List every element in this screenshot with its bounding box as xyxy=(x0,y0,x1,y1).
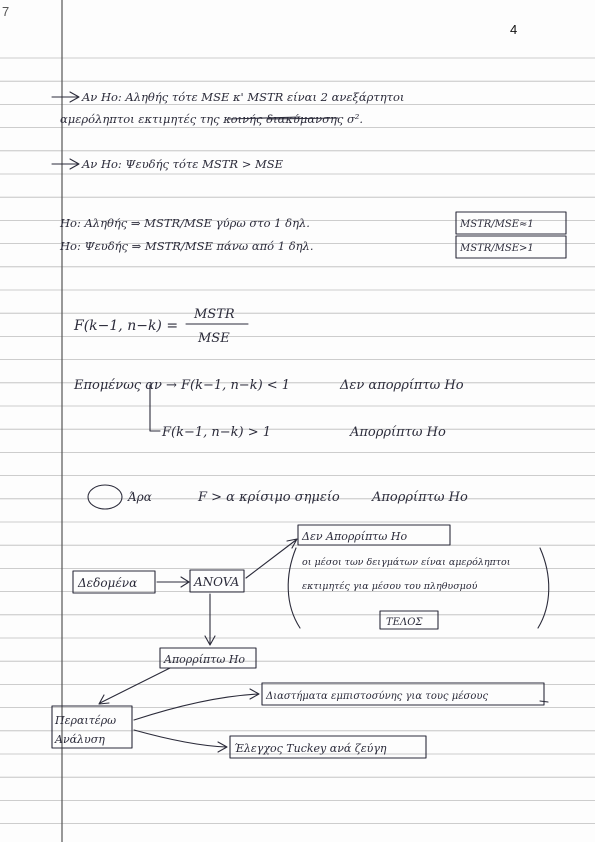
handwritten-text: MSTR xyxy=(194,307,235,322)
handwritten-text: Άρα xyxy=(128,490,152,504)
corner-mark: 7 xyxy=(2,4,10,19)
flow-arrows xyxy=(99,539,548,752)
handwritten-text: Διαστήματα εμπιστοσύνης για τους μέσους xyxy=(266,691,489,702)
handwritten-text: Δεν απορρίπτω Ho xyxy=(340,378,464,393)
handwritten-text: Δεδομένα xyxy=(78,576,138,590)
handwritten-text: F > α κρίσιμο σημείο xyxy=(198,490,340,505)
handwritten-text: Απορρίπτω Ho xyxy=(372,490,468,505)
handwritten-text: Επομένως αν → F(k−1, n−k) < 1 xyxy=(74,378,291,393)
handwritten-text: οι μέσοι των δειγμάτων είναι αμερόληπτοι xyxy=(302,557,511,568)
note-paren-right xyxy=(538,548,549,628)
handwritten-text: Αν Ηο: Αληθής τότε MSE κ' MSTR είναι 2 ανεξάρτητοι xyxy=(82,90,405,104)
handwritten-text: ANOVA xyxy=(194,575,240,589)
handwritten-text: αμερόληπτοι εκτιμητές της κοινής διακύμανσης σ². xyxy=(60,112,364,126)
handwritten-text: Έλεγχος Tuckey ανά ζεύγη xyxy=(234,742,387,755)
handwritten-text: Περαιτέρω xyxy=(55,714,117,727)
handwritten-text: MSTR/MSE≈1 xyxy=(460,219,534,230)
handwritten-text: Αν Ηο: Ψευδής τότε MSTR > MSE xyxy=(82,157,284,171)
handwritten-text: Ανάλυση xyxy=(55,733,105,746)
handwritten-text: Ho: Ψευδής ⇒ MSTR/MSE πάνω από 1 δηλ. xyxy=(60,239,314,253)
handwritten-text: F(k−1, n−k) = xyxy=(74,318,179,334)
note-paren-left xyxy=(288,548,300,628)
handwritten-text: ΤΕΛΟΣ xyxy=(386,617,423,628)
bullet-arrow-2-icon xyxy=(52,159,79,169)
handwritten-text: Δεν Απορρίπτω Ho xyxy=(302,530,408,543)
handwritten-text: Απορρίπτω Ho xyxy=(350,425,446,440)
handwritten-text: MSTR/MSE>1 xyxy=(460,243,534,254)
handwritten-text: F(k−1, n−k) > 1 xyxy=(162,425,272,440)
handwritten-text: MSE xyxy=(198,331,230,346)
circled-scribble xyxy=(88,485,122,509)
handwritten-text: Απορρίπτω Ho xyxy=(164,653,246,666)
bullet-arrow-1-icon xyxy=(52,92,79,102)
handwritten-text: Ho: Αληθής ⇒ MSTR/MSE γύρω στο 1 δηλ. xyxy=(60,216,310,230)
page-number: 4 xyxy=(510,22,518,37)
handwritten-text: εκτιμητές για μέσου του πληθυσμού xyxy=(302,581,478,592)
